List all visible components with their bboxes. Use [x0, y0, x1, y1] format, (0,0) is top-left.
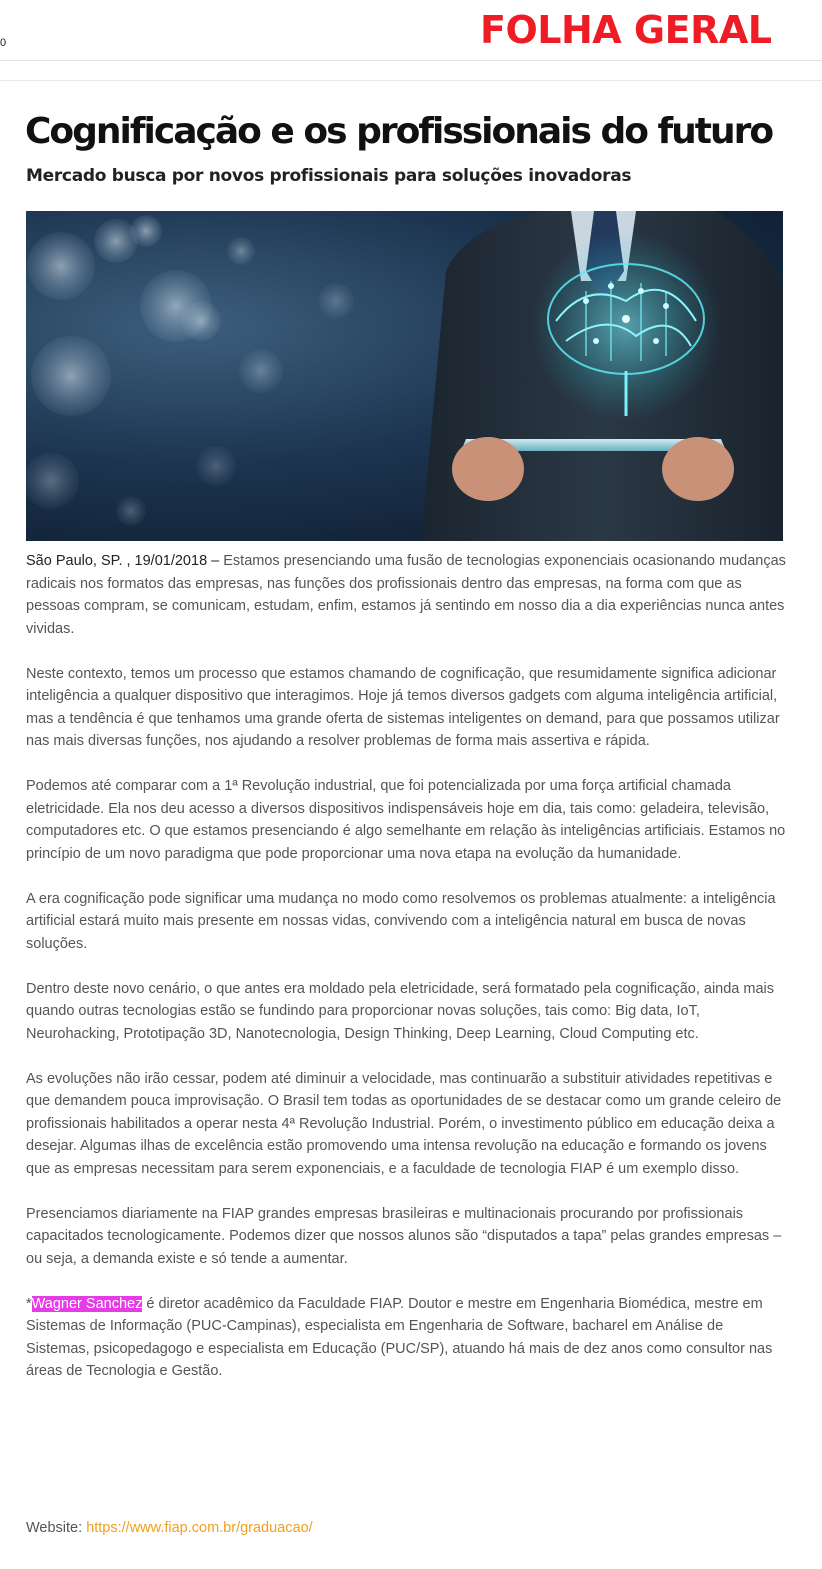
paragraph-text: Estamos presenciando uma fusão de tecnologias exponenciais ocasionando mudanças radicais nos formatos das empresas, nas funções dos profissionais dentro das empresas, na forma com que as pessoas compram, se comunicam, estudam, enfim, estamos já sentindo em nosso dia a dia experiências nunca antes vividas.: [26, 553, 786, 637]
article-paragraph: Neste contexto, temos um processo que estamos chamando de cognificação, que resumidamente significa adicionar inteligência a qualquer dispositivo que interagimos. Hoje já temos diversos gadgets com alguma inteligência artificial, mas a tendência é que tenhamos uma grande oferta de sistemas inteligentes on demand, para que possamos utilizar nas mais diversas funções, nos ajudando a resolver problemas de forma mais assertiva e rápida.: [26, 665, 780, 749]
article-paragraph: [26, 550, 786, 640]
article-paragraph: As evoluções não irão cessar, podem até diminuir a velocidade, mas continuarão a substituir atividades repetitivas e que demandem pouca improvisação. O Brasil tem todas as oportunidades de se destacar como um grande celeiro de profissionais habilitados a operar nesta 4ª Revolução Industrial. Porém, o investimento público em educação deixa a desejar. Algumas ilhas de excelência estão promovendo uma intensa revolução na educação e formando os jovens que as empresas necessitam para serem exponenciais, e a faculdade de tecnologia FIAP é um exemplo disso.: [26, 1070, 782, 1177]
header-left-text: 0: [0, 37, 7, 49]
hero-image: [26, 211, 783, 541]
article-paragraph: Podemos até comparar com a 1ª Revolução industrial, que foi potencializada por uma força artificial chamada eletricidade. Ela nos deu acesso a diversos dispositivos indispensáveis hoje em dia, tais como: geladeira, televisão, computadores etc. O que estamos presenciando é algo semelhante em relação às inteligências artificiais. Estamos no princípio de um novo paradigma que pode proporcionar uma nova etapa na evolução da humanidade.: [26, 778, 786, 862]
article-paragraph: Presenciamos diariamente na FIAP grandes empresas brasileiras e multinacionais procurando por profissionais capacitados tecnologicamente. Podemos dizer que nossos alunos são “disputados a tapa” pelas grandes empresas – ou seja, a demanda existe e só tende a aumentar.: [26, 1205, 782, 1267]
article-title: Cognificação e os profissionais do futuro: [25, 111, 773, 152]
article-body: [26, 550, 786, 1405]
website-line: [26, 1517, 313, 1539]
article-paragraph: Dentro deste novo cenário, o que antes era moldado pela eletricidade, será formatado pela cognificação, ainda mais quando outras tecnologias estão se fundindo para proporcionar novas soluções, tais como: Big data, IoT, Neurohacking, Prototipação 3D, Nanotecnologia, Design Thinking, Deep Learning, Cloud Computing etc.: [26, 980, 775, 1042]
author-bio-text: é diretor acadêmico da Faculdade FIAP. Doutor e mestre em Engenharia Biomédica, mestre em Sistemas de Informação (PUC-Campinas), especialista em Engenharia de Software, bacharel em Análise de Sistemas, psicopedagogo e especialista em Educação (PUC/SP), atuando há mais de dez anos como consultor nas áreas de Tecnologia e Gestão.: [26, 1295, 773, 1379]
dateline: São Paulo, SP. , 19/01/2018 –: [26, 553, 220, 569]
header-divider: [0, 80, 822, 81]
article-paragraph: A era cognificação pode significar uma mudança no modo como resolvemos os problemas atualmente: a inteligência artificial estará muito mais presente em nossas vidas, convivendo com a inteligência natural em busca de novas soluções.: [26, 890, 776, 952]
author-name: Wagner Sanchez: [31, 1295, 143, 1312]
author-prefix: *: [26, 1295, 32, 1312]
website-label: Website:: [26, 1520, 87, 1536]
site-header: [0, 0, 822, 61]
author-bio: [26, 1293, 786, 1383]
website-link[interactable]: https://www.fiap.com.br/graduacao/: [86, 1520, 313, 1536]
article-subtitle: Mercado busca por novos profissionais para soluções inovadoras: [26, 166, 632, 186]
site-logo[interactable]: FOLHA GERAL: [480, 8, 772, 52]
hero-illustration: [26, 211, 783, 541]
